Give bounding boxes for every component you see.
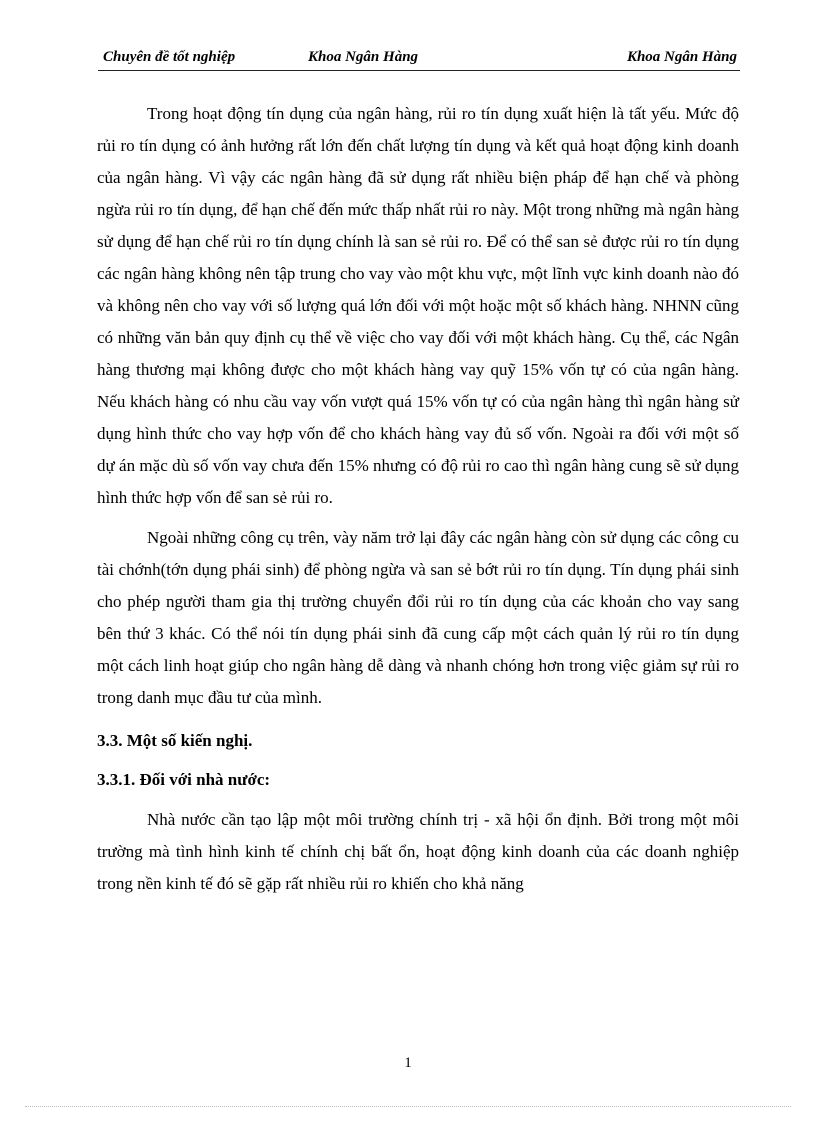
header-middle-title: Khoa Ngân Hàng [308, 49, 419, 65]
header-right-title: Khoa Ngân Hàng [626, 49, 737, 65]
page-number: 1 [404, 1055, 412, 1071]
paragraph-credit-risk-sharing: Trong hoạt động tín dụng của ngân hàng, rủi ro tín dụng xuất hiện là tất yếu. Mức độ rủi ro tín dụng có ảnh hưởng rất lớn đến chất lượng tín dụng và kết quả hoạt động kinh doanh của ngân hàng. Vì vậy các ngân hàng đã sử dụng rất nhiều biện pháp để hạn chế và phòng ngừa rủi ro tín dụng, để hạn chế đến mức thấp nhất rủi ro này. Một trong những mà ngân hàng sử dụng để hạn chế rủi ro tín dụng chính là san sẻ rủi ro. Để có thể san sẻ được rủi ro tín dụng các ngân hàng không nên tập trung cho vay vào một khu vực, một lĩnh vực kinh doanh nào đó và không nên cho vay với số lượng quá lớn đối với một hoặc một số khách hàng. NHNN cũng có những văn bản quy định cụ thể về việc cho vay đối với một khách hàng. Cụ thể, các Ngân hàng thương mại không được cho một khách hàng vay quỹ 15% vốn tự có của ngân hàng. Nếu khách hàng có nhu cầu vay vốn vượt quá 15% vốn tự có của ngân hàng thì ngân hàng sử dụng hình thức cho vay hợp vốn để cho khách hàng vay đủ số vốn. Ngoài ra đối với một số dự án mặc dù số vốn vay chưa đến 15% nhưng có độ rủi ro cao thì ngân hàng cung sẽ sử dụng hình thức hợp vốn để san sẻ rủi ro. [97, 104, 739, 507]
paragraph-state-recommendation: Nhà nước cần tạo lập một môi trường chính trị - xã hội ổn định. Bởi trong một môi trường mà tình hình kinh tế chính chị bất ổn, hoạt động kinh doanh của các doanh nghiệp trong nền kinh tế đó sẽ gặp rất nhiều rủi ro khiến cho khả năng [97, 810, 739, 893]
section-heading: 3.3. Một số kiến nghị. [97, 731, 253, 750]
paragraph-credit-derivatives: Ngoài những công cụ trên, vày năm trở lại đây các ngân hàng còn sử dụng các công cu tài chớnh(tớn dụng phái sinh) để phòng ngừa và san sẻ bớt rủi ro tín dụng. Tín dụng phái sinh cho phép người tham gia thị trường chuyển đổi rủi ro tín dụng của các khoản cho vay sang bên thứ 3 khác. Có thể nói tín dụng phái sinh đã cung cấp một cách quản lý rủi ro tín dụng một cách linh hoạt giúp cho ngân hàng dễ dàng và nhanh chóng hơn trong việc giảm sự rủi ro trong danh mục đầu tư của mình. [97, 528, 739, 707]
page-bottom-divider [25, 1106, 791, 1107]
header-divider [98, 70, 740, 71]
subsection-heading: 3.3.1. Đối với nhà nước: [97, 770, 271, 789]
document-body [97, 98, 739, 900]
header-left-title: Chuyên đề tốt nghiệp [103, 49, 236, 65]
page-header [103, 49, 737, 69]
